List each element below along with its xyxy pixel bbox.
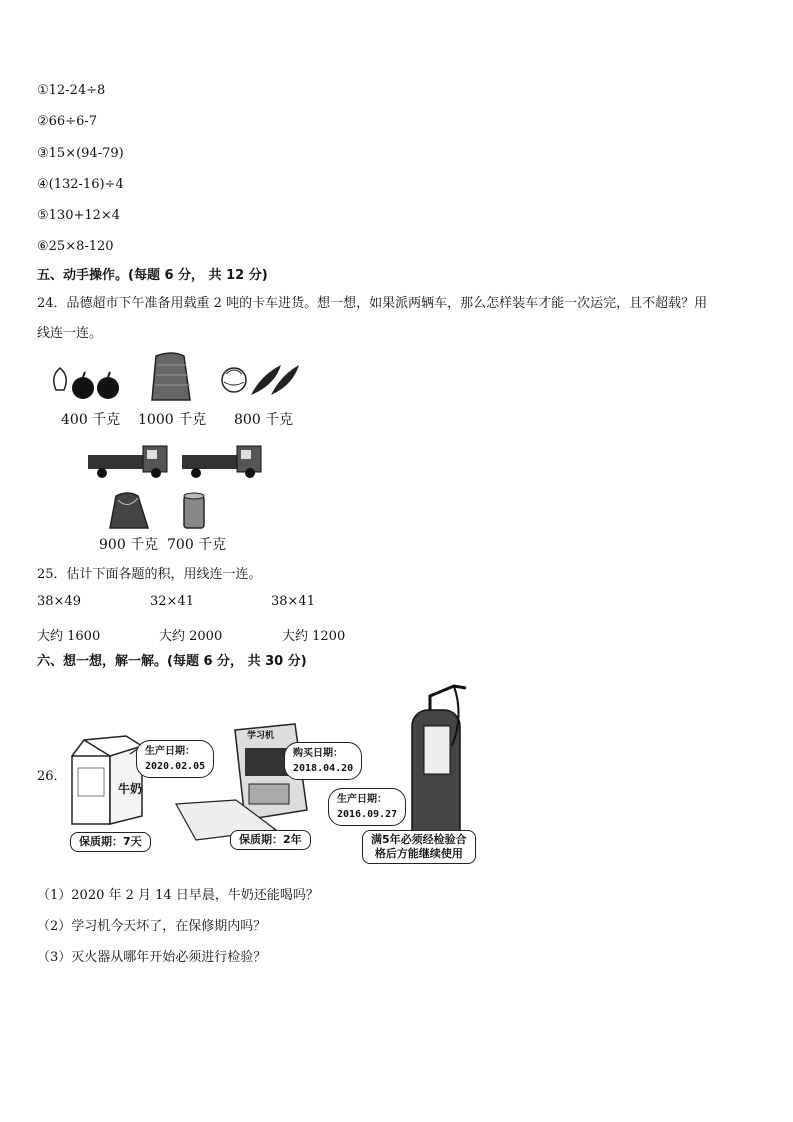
ext-note-line1: 满5年必须经检验合 <box>371 833 467 846</box>
section-5-title: 五、动手操作。(每题 6 分， 共 12 分) <box>37 268 268 283</box>
milk-date-label: 生产日期： <box>145 746 195 757</box>
q25-product: 38×49 <box>37 594 81 609</box>
q25-estimate: 大约 1600 <box>37 629 101 644</box>
q25-product: 38×41 <box>271 594 315 609</box>
q25-text: 25．估计下面各题的积，用线连一连。 <box>37 567 262 582</box>
q25-product: 32×41 <box>150 594 194 609</box>
goods-weight-label: 700 千克 <box>167 537 227 553</box>
ext-date-label: 生产日期： <box>337 794 387 805</box>
expression-5: ⑤130+12×4 <box>37 208 121 223</box>
device-warranty: 保质期：2年 <box>230 830 311 850</box>
expression-2: ②66÷6-7 <box>37 114 98 129</box>
device-date: 2018.04.20 <box>293 763 354 774</box>
ext-note-line2: 格后方能继续使用 <box>374 847 463 860</box>
sack-icon <box>152 353 190 400</box>
q26-figure <box>60 676 485 868</box>
q26-question-3: （3）灭火器从哪年开始必须进行检验？ <box>37 950 267 965</box>
milk-shelf-life: 保质期：7天 <box>70 832 151 852</box>
device-date-callout <box>284 742 362 780</box>
q26-question-2: （2）学习机今天坏了，在保修期内吗？ <box>37 919 267 934</box>
goods-weight-label: 800 千克 <box>234 412 294 428</box>
device-screen-label: 学习机 <box>247 731 275 741</box>
milk-carton-label: 牛奶 <box>118 782 143 796</box>
q24-text-line2: 线连一连。 <box>37 326 103 341</box>
q25-estimate: 大约 2000 <box>159 629 223 644</box>
ext-date: 2016.09.27 <box>337 809 398 820</box>
expression-6: ⑥25×8-120 <box>37 239 114 254</box>
expression-1: ①12-24÷8 <box>37 83 106 98</box>
truck-icon <box>182 446 261 478</box>
milk-date-callout <box>136 740 214 778</box>
q24-figure <box>46 350 306 553</box>
fruit-icon <box>54 368 119 399</box>
ext-date-callout <box>328 788 406 826</box>
bag-icon <box>110 493 148 528</box>
vegetables-icon <box>222 365 299 395</box>
q25-estimate: 大约 1200 <box>282 629 346 644</box>
device-date-label: 购买日期： <box>293 748 343 759</box>
goods-weight-label: 1000 千克 <box>138 412 207 428</box>
q26-number: 26． <box>37 769 67 784</box>
q26-question-1: （1）2020 年 2 月 14 日早晨，牛奶还能喝吗？ <box>37 888 319 903</box>
ext-inspection-note <box>362 830 476 864</box>
expression-4: ④(132-16)÷4 <box>37 177 124 192</box>
goods-weight-label: 400 千克 <box>61 412 121 428</box>
q24-text-line1: 24．品德超市下午准备用载重 2 吨的卡车进货。想一想，如果派两辆车，那么怎样装车才能一次运完，且不超载？用 <box>37 296 708 311</box>
can-icon <box>184 493 204 528</box>
expression-3: ③15×(94-79) <box>37 146 124 161</box>
milk-date: 2020.02.05 <box>145 761 206 772</box>
truck-icon <box>88 446 167 478</box>
goods-weight-label: 900 千克 <box>99 537 159 553</box>
section-6-title: 六、想一想，解一解。(每题 6 分， 共 30 分) <box>37 654 307 669</box>
